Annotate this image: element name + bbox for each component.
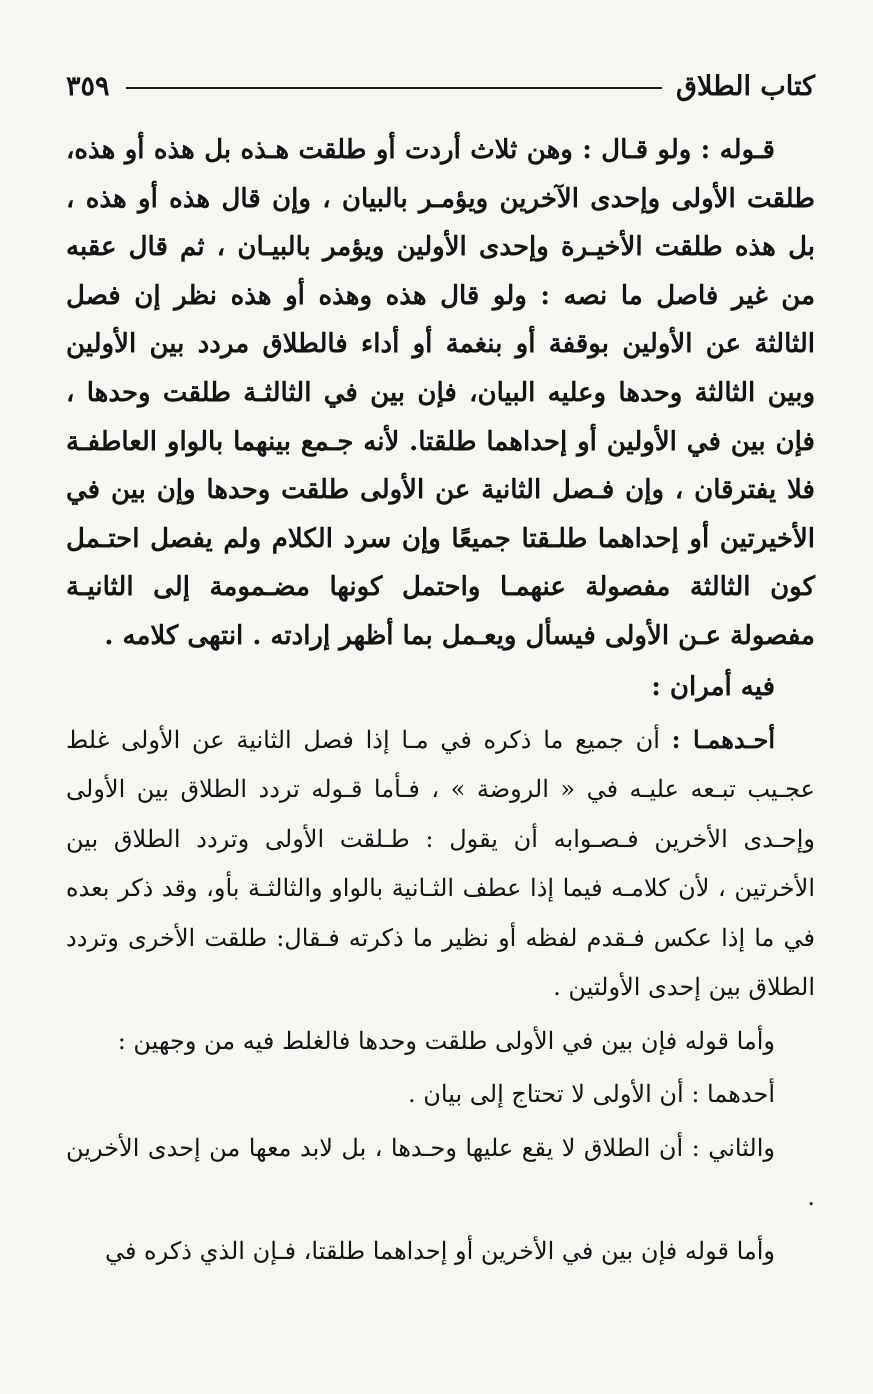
page-header xyxy=(66,66,815,106)
paragraph-lead-word: أحـدهمـا : xyxy=(671,724,775,754)
page-number: ٣٥٩ xyxy=(66,70,110,102)
commentary-paragraph: وأما قوله فإن بين في الأولى طلقت وحدها فالغلط فيه من وجهين : xyxy=(117,1026,775,1055)
commentary-paragraph: أحدهما : أن الأولى لا تحتاج إلى بيان . xyxy=(408,1080,775,1109)
commentary-paragraph xyxy=(66,715,815,1013)
quoted-passage: قـوله : ولو قـال : وهن ثلاث أردت أو طلقت هـذه بل هذه أو هذه، طلقت الأولى وإحدى الآخرين ويؤمـر بالبيان ، وإن قال هذه أو هذه ، بل هذه طلقت الأخيـرة وإحدى الأولين ويؤمر بالبيـان ، ثم قال عقبه من غير فاصل ما نصه : ولو قال هذه وهذه أو هذه نظر إن فصل الثالثة عن الأولين بوقفة أو بنغمة أو أداء فالطلاق مردد بين الأولين وبين الثالثة وحدها وعليه البيان، فإن بين في الثالثـة طلقت وحدها ، فإن بين في الأولين أو إحداهما طلقتا. لأنه جـمع بينهما بالواو العاطفـة فلا يفترقان ، وإن فـصل الثانية عن الأولى طلقت وحدها وإن بين في الأخيرتين أو إحداهما طلـقتا جميعًا وإن سرد الكلام ولم يفصل احتـمل كون الثالثة مفصولة عنهمـا واحتمل كونها مضـمومة إلى الثانيـة مفصولة عـن الأولى فيسأل ويعـمل بما أظهر إرادته . انتهى كلامه . xyxy=(66,135,815,651)
section-heading: فيه أمران : xyxy=(651,671,775,702)
commentary-paragraph: والثاني : أن الطلاق لا يقع عليها وحـدها ، بل لابد معها من إحدى الأخرين . xyxy=(66,1133,815,1212)
page-body xyxy=(66,126,815,1280)
running-title: كتاب الطلاق xyxy=(676,70,815,102)
commentary-paragraph: وأما قوله فإن بين في الأخرين أو إحداهما طلقتا، فـإن الذي ذكره في xyxy=(104,1236,775,1265)
header-rule xyxy=(126,87,663,89)
paragraph-text: أن جميع ما ذكره في مـا إذا فصل الثانية عن الأولى غلط عجـيب تبـعه عليـه في « الروضة » ، فـأما قـوله تردد الطلاق بين الأولى وإحـدى الأخرين فـصـوابه أن يقول : طـلقت الأولى وتردد الطلاق بين الأخرتين ، لأن كلامـه فيما إذا عطف الثـانية بالواو والثالثـة بأو، وقد ذكر بعده في ما إذا عكس فـقدم لفظه أو نظير ما ذكرته فـقال: طلقت الأخرى وتردد الطلاق بين إحدى الأولتين . xyxy=(66,725,815,1002)
